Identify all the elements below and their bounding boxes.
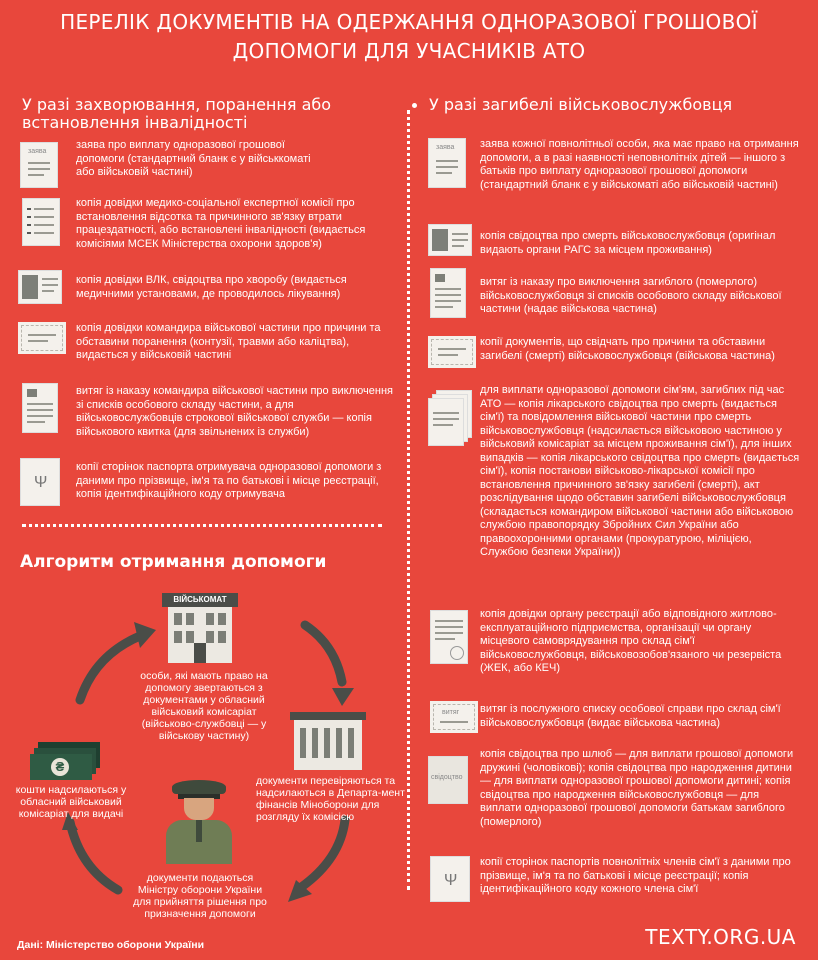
left-heading-line-1: У разі захворювання, поранення або bbox=[22, 95, 332, 114]
trident-icon: Ψ bbox=[34, 474, 48, 491]
algorithm-step-4: кошти надсилаються у обласний військовий комісаріат для видачі bbox=[15, 784, 127, 820]
extract-label: витяг bbox=[442, 709, 460, 716]
trident-icon: Ψ bbox=[444, 872, 458, 889]
algorithm-heading: Алгоритм отримання допомоги bbox=[20, 552, 327, 572]
right-doc-item: заява кожної повнолітньої особи, яка має право на отримання допомоги, а в разі наявності неповнолітніх дітей — іншого з батьків про виплату одноразової грошової допомоги (стандартний бланк є у військоматі або військовій частині) bbox=[480, 138, 799, 191]
defense-minister-icon bbox=[162, 780, 236, 864]
right-doc-item: для виплати одноразової допомоги сім'ям, загиблих під час АТО — копія лікарського свідоцтва про смерть (видається сім'ї) та повідомлення військової частини про смерть військовослужбовця (надсилається військовою частиною у військовий комісаріат за місцем проживання сім'ї), для інших випадків — копія лікарського свідоцтва про смерть (видається сім'ї), копія постанови військово-лікарської комісії про встановлення причинного зв'язку загибелі (смерті), акт розслідування щодо обставин загибелі військовослужбовця (складається командиром військової частини або військовою службою правопорядку Збройних Сил України або правоохоронними органами (прокуратурою, міліцією, Службою безпеки України)) bbox=[480, 384, 800, 558]
right-doc-item: витяг із послужного списку особової справи про склад сім'ї військовослужбовця (видає військова частина) bbox=[480, 703, 781, 729]
hryvnia-sign: ₴ bbox=[51, 758, 69, 776]
left-heading-line-2: встановлення інвалідності bbox=[22, 113, 248, 132]
application-form-label: заява bbox=[28, 148, 47, 155]
right-doc-item: копія довідки органу реєстрації або відповідного житлово-експлуатаційного підприємства, організації чи органу місцевого самоврядування про склад сім'ї військовослужбовця, військовозобов'язаного чи резервіста (ЖЕК, або КЕЧ) bbox=[480, 608, 782, 674]
building-sign: ВІЙСЬКОМАТ bbox=[162, 593, 238, 607]
left-doc-item: копії сторінок паспорта отримувача одноразової допомоги з даними про прізвище, ім'я та по батькові і місце реєстрації, копія ідентифікаційного коду отримувача bbox=[76, 461, 382, 500]
right-doc-item: копії документів, що свідчать про причини та обставини загибелі (смерті) військовослужбовця (військова частина) bbox=[480, 336, 775, 362]
marriage-certificate-label: свідоцтво bbox=[431, 774, 463, 781]
application-form-label: заява bbox=[436, 144, 455, 151]
left-doc-item: заява про виплату одноразової грошової допомоги (стандартний бланк є у військкоматі або військовій частині) bbox=[76, 139, 311, 178]
data-source: Дані: Міністерство оборони України bbox=[17, 939, 205, 951]
right-heading-text: У разі загибелі військовослужбовця bbox=[429, 95, 733, 114]
military-office-building-icon bbox=[162, 593, 238, 663]
left-doc-item: витяг із наказу командира військової частини про виключення зі списків особового складу частини, а для військовослужбовців строкової військової служби — копія військового квитка (для звільнених із служби) bbox=[76, 385, 394, 438]
right-doc-item: витяг із наказу про виключення загиблого (померлого) військовослужбовця зі списків особового складу військової частини (надає військова частина) bbox=[480, 276, 782, 315]
algorithm-step-3: документи подаються Міністру оборони України для прийняття рішення про призначення допомоги bbox=[133, 872, 267, 920]
site-logo[interactable]: TEXTY.ORG.UA bbox=[645, 925, 796, 949]
algorithm-step-2: документи перевіряються та надсилаються в Департа-мент фінансів Міноборони для розгляду їх комісією bbox=[256, 775, 405, 823]
right-doc-item: копія свідоцтва про смерть військовослужбовця (оригінал видають органи РАГС за місцем проживання) bbox=[480, 230, 776, 256]
right-doc-item: копії сторінок паспортів повнолітніх членів сім'ї з даними про прізвище, ім'я та по батькові і місце реєстрації; копія ідентифікаційного коду кожного члена сім'ї bbox=[480, 856, 791, 895]
money-icon bbox=[30, 742, 102, 782]
title-line-1: ПЕРЕЛІК ДОКУМЕНТІВ НА ОДЕРЖАННЯ ОДНОРАЗОВОЇ ГРОШОВОЇ bbox=[60, 10, 758, 34]
title-line-2: ДОПОМОГИ ДЛЯ УЧАСНИКІВ АТО bbox=[232, 39, 586, 63]
left-doc-item: копія довідки командира військової частини про причини та обставини поранення (контузії, травми або каліцтва), видається у військовій частині bbox=[76, 322, 381, 361]
algorithm-step-1: особи, які мають право на допомогу звертаються з документами у обласний військовий комісаріат (військово-службовці — у військову частину) bbox=[140, 670, 268, 742]
ministry-building-icon bbox=[290, 712, 366, 770]
left-doc-item: копія довідки медико-соціальної експертної комісії про встановлення відсотка та причинного зв'язку втрати працездатності, або встановлені інвалідності (видається комісіями МСЕК Міністерства охорони здоров'я) bbox=[76, 197, 366, 250]
left-doc-item: копія довідки ВЛК, свідоцтва про хворобу (видається медичними установами, де проводилось лікування) bbox=[76, 274, 347, 300]
right-doc-item: копія свідоцтва про шлюб — для виплати грошової допомоги дружині (чоловікові); копія свідоцтва про народження дитини — для виплати одноразової грошової допомоги дитині; копія свідоцтва про народження військовослужбовця — для виплати одноразової грошової допомоги батькам загиблого (померлого) bbox=[480, 748, 794, 828]
